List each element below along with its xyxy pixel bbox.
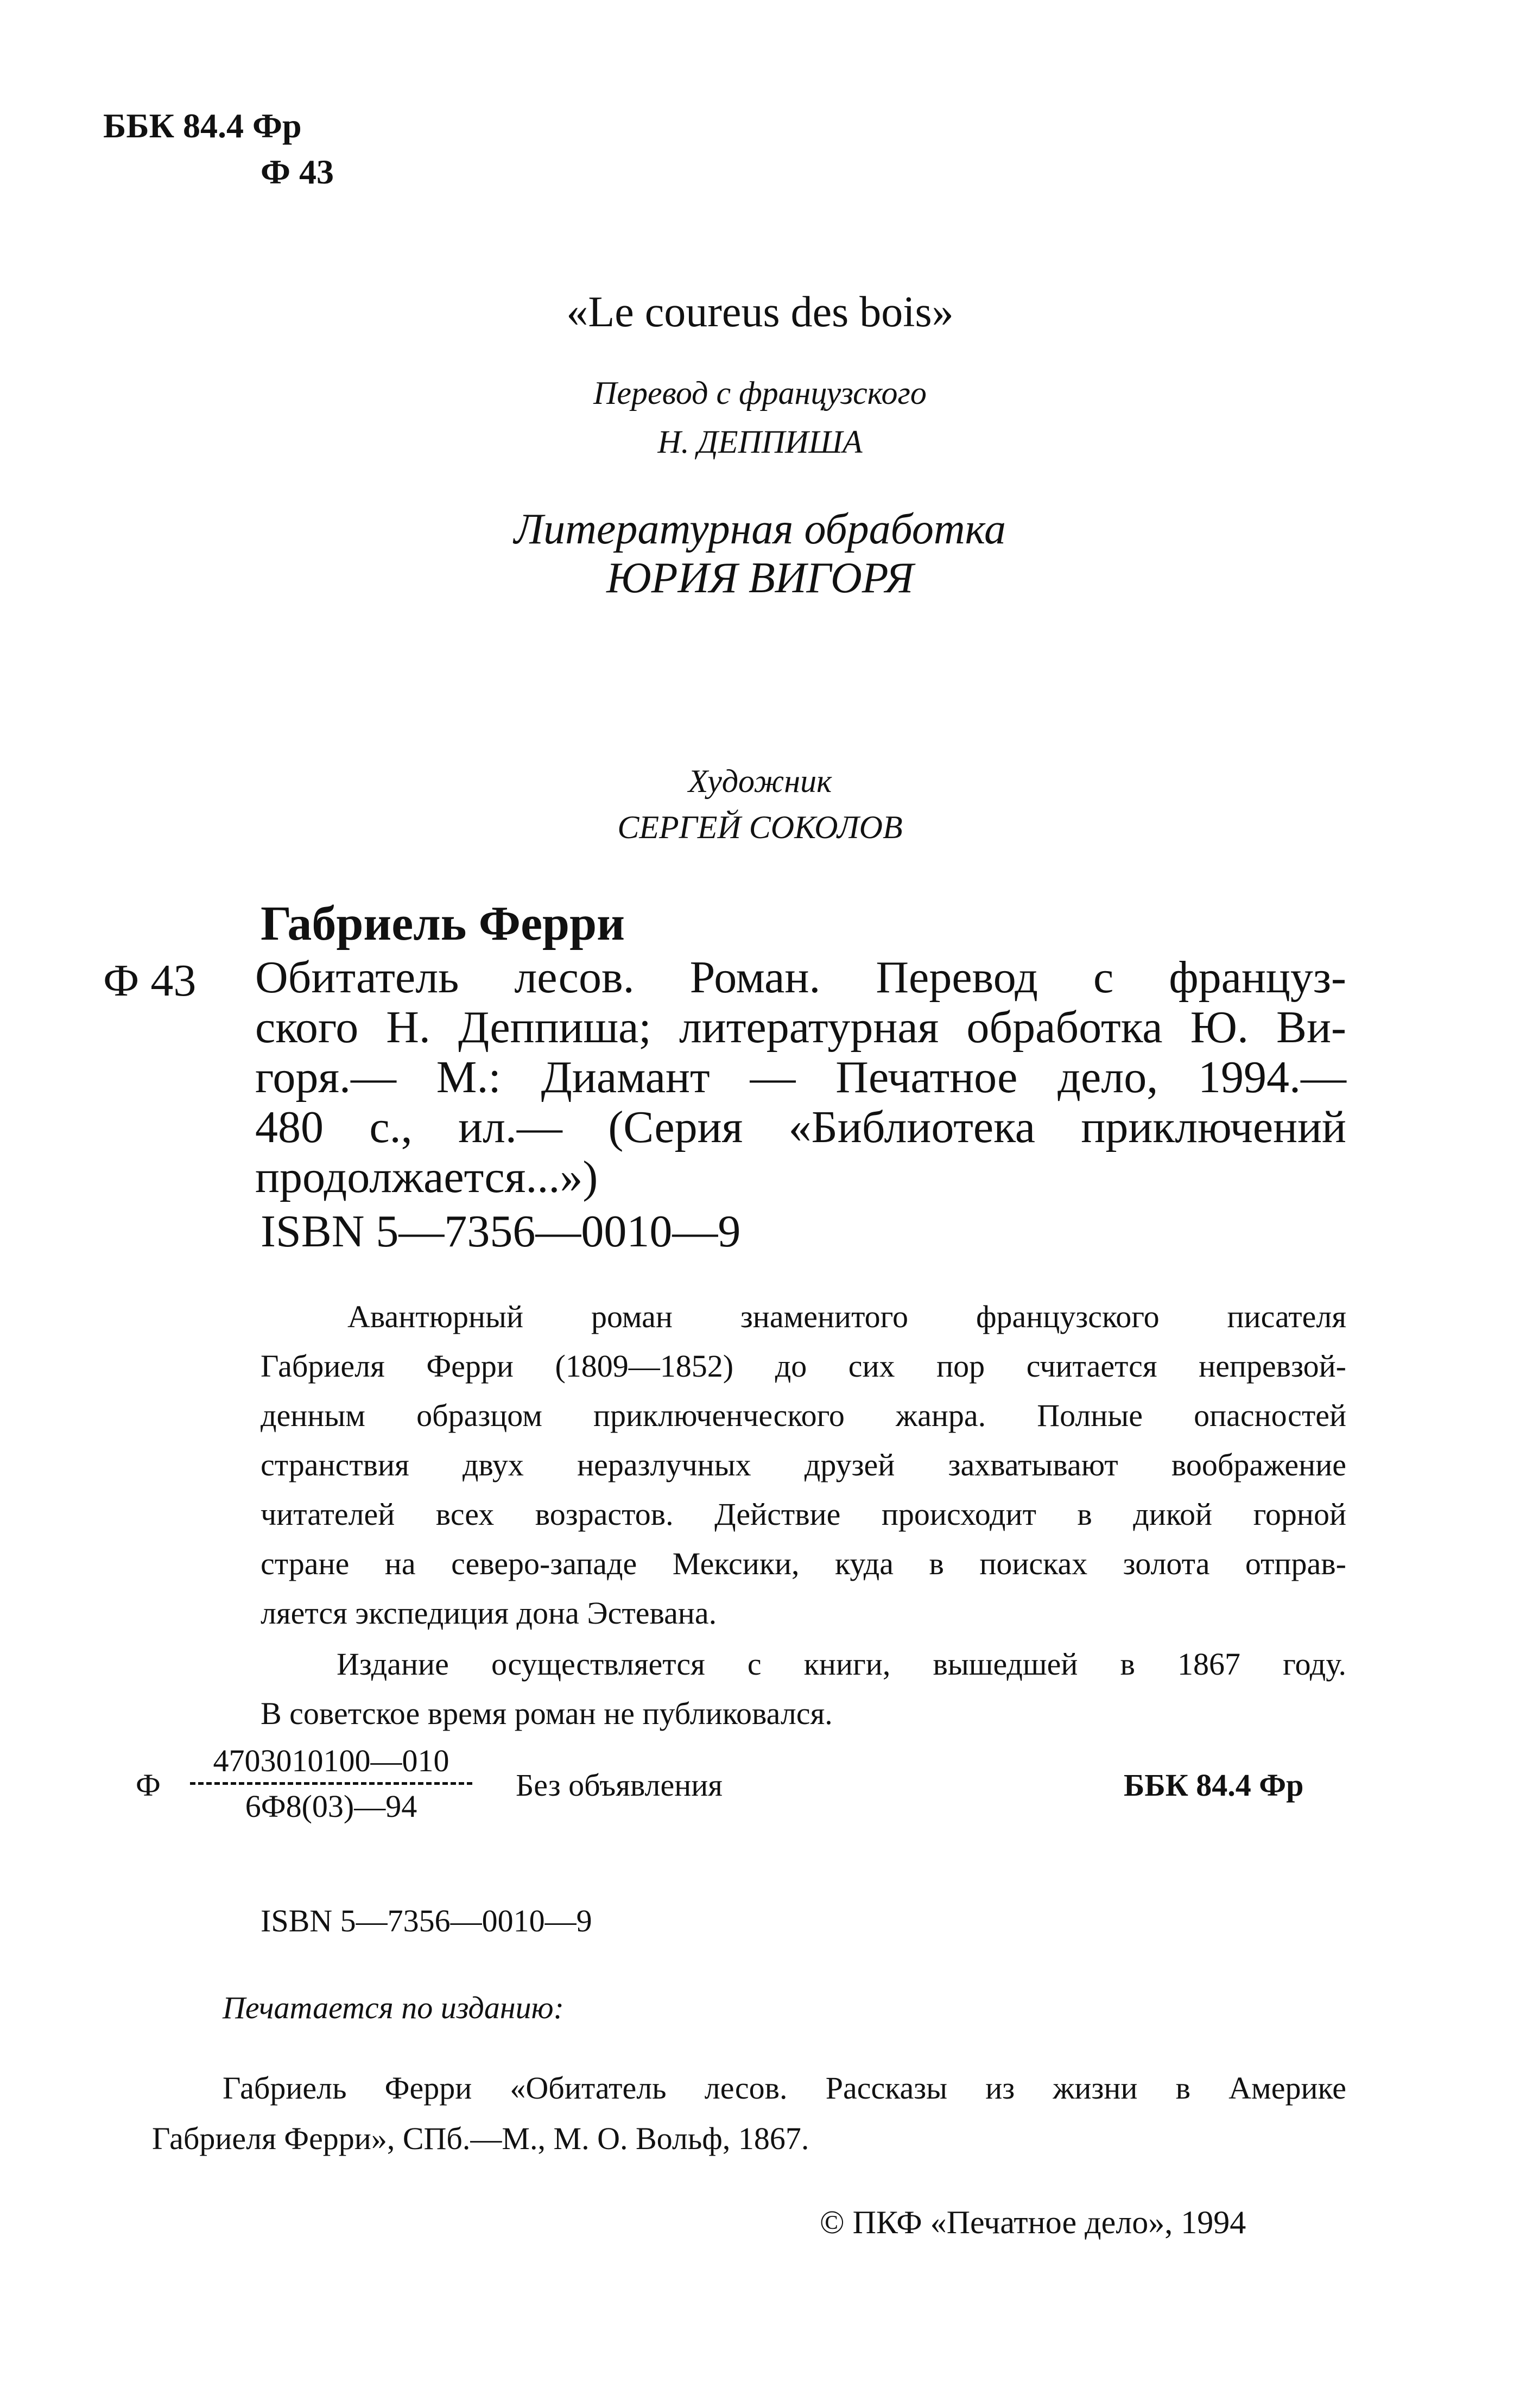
card-code: Ф 43 — [103, 955, 197, 1006]
card-author: Габриель Ферри — [261, 897, 625, 950]
annotation-line: стране на северо-западе Мексики, куда в поисках золота отправ- — [261, 1546, 1346, 1581]
copyright-notice: © ПКФ «Печатное дело», 1994 — [820, 2204, 1246, 2240]
header-code: Ф 43 — [261, 153, 334, 191]
annotation-paragraph-1 — [261, 1292, 1346, 1638]
adapter-name: ЮРИЯ ВИГОРЯ — [606, 554, 914, 602]
card-line: ского Н. Деппиша; литературная обработка Ю. Ви- — [255, 1002, 1346, 1053]
annotation-line: денным образцом приключенческого жанра. Полные опасностей — [261, 1398, 1346, 1433]
annotation-line: читателей всех возрастов. Действие происходит в дикой горной — [261, 1497, 1346, 1532]
imprint-isbn: ISBN 5—7356—0010—9 — [261, 1903, 592, 1938]
fraction-rule — [190, 1782, 472, 1785]
imprint-fraction — [185, 1742, 478, 1824]
source-reference — [152, 2063, 1346, 2164]
annotation-line: Габриеля Ферри (1809—1852) до сих пор считается непревзой- — [261, 1348, 1346, 1384]
annotation-line: Издание осуществляется с книги, вышедшей в 1867 году. — [337, 1646, 1346, 1682]
imprint-note: Без объявления — [516, 1767, 723, 1803]
imprint-bbk: ББК 84.4 Фр — [1124, 1767, 1304, 1803]
imprint-numerator: 4703010100—010 — [213, 1743, 449, 1778]
annotation-line: странствия двух неразлучных друзей захватывают воображение — [261, 1447, 1346, 1482]
translator-name: Н. ДЕППИША — [657, 424, 863, 460]
original-title: «Le coureus des bois» — [566, 288, 954, 336]
annotation-paragraph-2 — [261, 1639, 1346, 1738]
imprint-denominator: 6Ф8(03)—94 — [245, 1789, 417, 1824]
artist-label: Художник — [688, 763, 832, 799]
card-line: Обитатель лесов. Роман. Перевод с француз- — [255, 952, 1346, 1003]
imprint-prefix: Ф — [136, 1767, 161, 1803]
source-line: Габриеля Ферри», СПб.—М., М. О. Вольф, 1867. — [152, 2121, 809, 2156]
card-line: продолжается...») — [255, 1152, 598, 1202]
translation-label: Перевод с французского — [593, 375, 927, 411]
card-line: 480 с., ил.— (Серия «Библиотека приключений — [255, 1102, 1346, 1152]
card-line: горя.— М.: Диамант — Печатное дело, 1994.— — [255, 1052, 1346, 1102]
adaptation-label: Литературная обработка — [514, 505, 1006, 553]
card-description — [255, 953, 1346, 1202]
annotation-line: ляется экспедиция дона Эстевана. — [261, 1595, 717, 1631]
source-label: Печатается по изданию: — [223, 1990, 564, 2025]
source-line: Габриель Ферри «Обитатель лесов. Рассказы из жизни в Америке — [223, 2070, 1346, 2106]
header-bbk: ББК 84.4 Фр — [103, 106, 302, 145]
artist-name: СЕРГЕЙ СОКОЛОВ — [617, 809, 903, 845]
annotation-line: Авантюрный роман знаменитого французского писателя — [347, 1299, 1346, 1334]
annotation-line: В советское время роман не публиковался. — [261, 1696, 833, 1731]
card-isbn: ISBN 5—7356—0010—9 — [261, 1206, 741, 1257]
